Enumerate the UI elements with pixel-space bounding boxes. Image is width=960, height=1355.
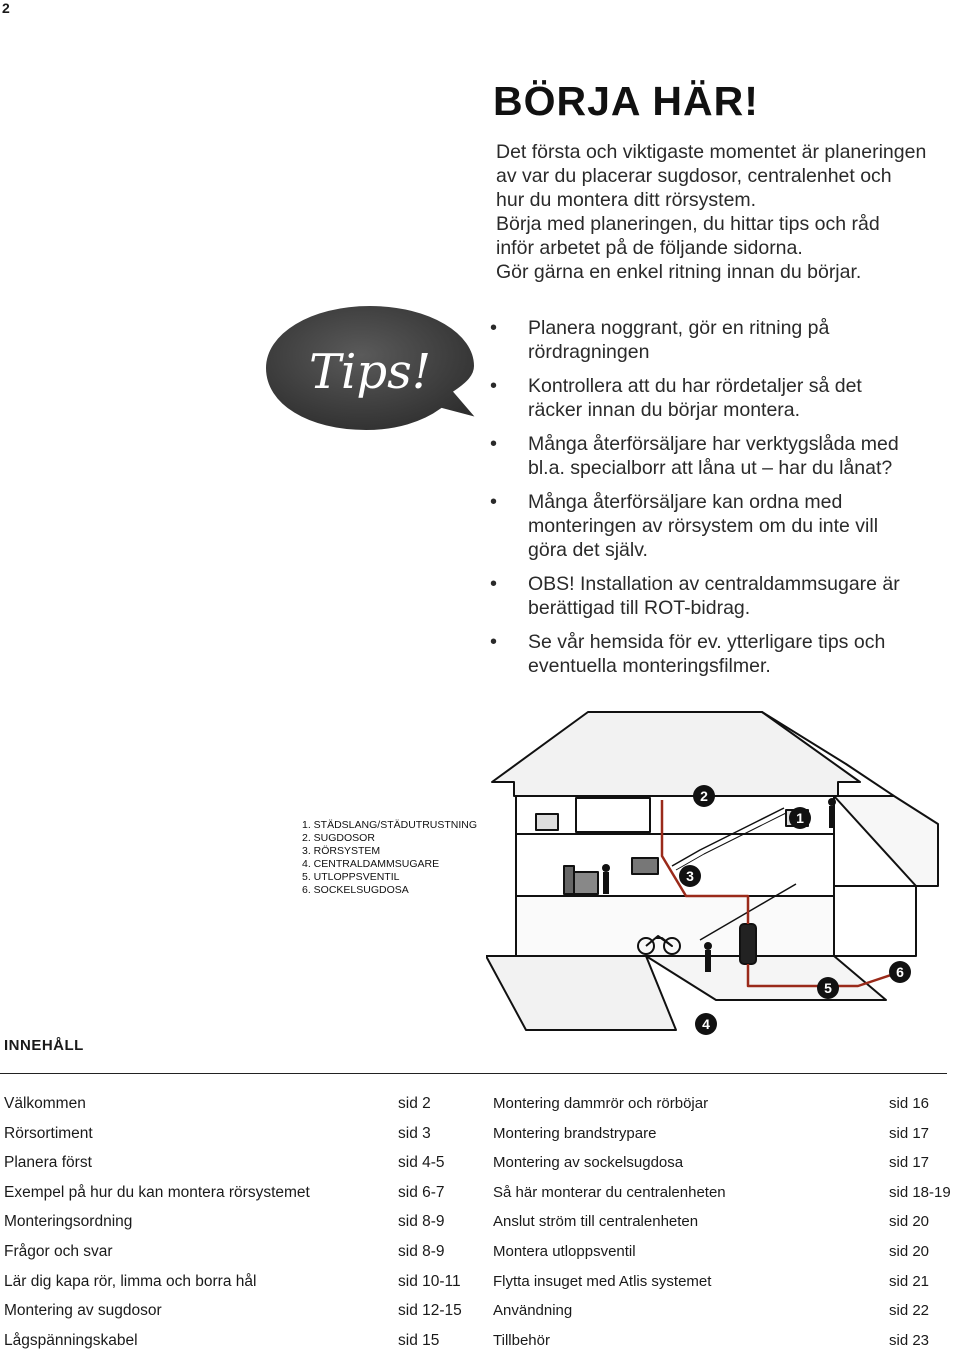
toc-entry[interactable] <box>4 1148 450 1178</box>
marker-5: 5 <box>824 980 832 996</box>
toc-label: Montering dammrör och rörböjar <box>493 1095 709 1112</box>
toc-label: Exempel på hur du kan montera rörsystemet <box>4 1183 310 1201</box>
marker-3: 3 <box>686 868 694 884</box>
toc-page: sid 6-7 <box>398 1183 445 1201</box>
toc-page: sid 21 <box>889 1272 930 1290</box>
toc-left-column <box>4 1089 462 1355</box>
tip-line: OBS! Installation av centraldammsugare är <box>528 573 900 595</box>
toc-label: Välkommen <box>4 1095 86 1112</box>
tip-line: berättigad till ROT-bidrag. <box>528 597 751 619</box>
toc-entry[interactable] <box>493 1207 958 1237</box>
toc-label: Planera först <box>4 1154 92 1172</box>
toc-entry[interactable] <box>493 1237 958 1267</box>
toc-label: Montera utloppsventil <box>493 1242 636 1260</box>
toc-page: sid 12-15 <box>398 1302 462 1320</box>
toc-entry[interactable] <box>4 1089 450 1119</box>
toc-page: sid 20 <box>889 1242 930 1260</box>
list-item <box>490 374 958 422</box>
toc-page: sid 18-19 <box>889 1183 951 1201</box>
toc-entry[interactable] <box>493 1326 958 1355</box>
toc-page: sid 2 <box>398 1095 431 1112</box>
toc-label: Användning <box>493 1302 573 1320</box>
toc-label: Flytta insuget med Atlis systemet <box>493 1272 712 1290</box>
toc-label: Anslut ström till centralenheten <box>493 1213 699 1231</box>
toc-heading: INNEHÅLL <box>4 1037 84 1054</box>
toc-entry[interactable] <box>493 1296 958 1326</box>
intro-line: inför arbetet på de följande sidorna. <box>496 237 803 259</box>
toc-entry[interactable] <box>4 1237 450 1267</box>
intro-line: hur du montera ditt rörsystem. <box>496 189 757 211</box>
intro-line: av var du placerar sugdosor, centralenhet och <box>496 165 892 187</box>
list-item <box>490 572 958 620</box>
legend-item: 3. RÖRSYSTEM <box>302 845 381 857</box>
toc-page: sid 17 <box>889 1154 930 1172</box>
speech-bubble-icon <box>258 296 483 441</box>
toc-page: sid 3 <box>398 1124 431 1142</box>
toc-label: Montering brandstrypare <box>493 1124 657 1142</box>
list-item <box>490 432 958 480</box>
toc-label: Rörsortiment <box>4 1124 93 1142</box>
tip-line: Se vår hemsida för ev. ytterligare tips och <box>528 631 886 653</box>
toc-entry[interactable] <box>493 1148 958 1178</box>
intro-line: Det första och viktigaste momentet är planeringen <box>496 141 927 163</box>
toc-entry[interactable] <box>4 1207 450 1237</box>
legend-item: 4. CENTRALDAMMSUGARE <box>302 858 440 870</box>
toc-entry[interactable] <box>493 1119 958 1149</box>
toc-label: Så här monterar du centralenheten <box>493 1183 726 1201</box>
toc-page: sid 8-9 <box>398 1213 445 1231</box>
toc-label: Lågspänningskabel <box>4 1331 138 1349</box>
tip-line: monteringen av rörsystem om du inte vill <box>528 515 879 537</box>
toc-entry[interactable] <box>493 1178 958 1208</box>
toc-label: Monteringsordning <box>4 1213 133 1231</box>
toc-page: sid 20 <box>889 1213 930 1231</box>
intro-text <box>496 140 958 284</box>
toc-page: sid 16 <box>889 1095 930 1112</box>
toc-divider <box>0 1073 947 1074</box>
marker-2: 2 <box>700 788 708 804</box>
toc-right-column <box>493 1089 958 1355</box>
house-illustration <box>486 700 956 1045</box>
toc-entry[interactable] <box>493 1089 958 1119</box>
toc-label: Frågor och svar <box>4 1242 113 1260</box>
tip-line: eventuella monteringsfilmer. <box>528 655 771 677</box>
list-item <box>490 316 958 364</box>
toc-page: sid 8-9 <box>398 1242 445 1260</box>
tip-line: göra det själv. <box>528 539 648 561</box>
toc-page: sid 10-11 <box>398 1272 461 1290</box>
tip-line: räcker innan du börjar montera. <box>528 399 801 421</box>
legend-item: 6. SOCKELSUGDOSA <box>302 884 409 896</box>
toc-entry[interactable] <box>4 1326 450 1355</box>
toc-page: sid 17 <box>889 1124 930 1142</box>
page-number: 2 <box>2 0 10 16</box>
list-item <box>490 490 958 562</box>
marker-1: 1 <box>796 810 804 826</box>
tip-line: Kontrollera att du har rördetaljer så det <box>528 375 862 397</box>
legend-item: 2. SUGDOSOR <box>302 832 375 844</box>
tips-badge-text: Tips! <box>308 344 432 400</box>
toc-page: sid 4-5 <box>398 1154 445 1172</box>
toc-entry[interactable] <box>4 1296 462 1326</box>
tip-line: bl.a. specialborr att låna ut – har du lånat? <box>528 457 893 479</box>
legend-item: 5. UTLOPPSVENTIL <box>302 871 400 883</box>
toc-label: Lär dig kapa rör, limma och borra hål <box>4 1272 257 1290</box>
toc-label: Montering av sockelsugdosa <box>493 1154 684 1172</box>
toc-label: Montering av sugdosor <box>4 1302 162 1320</box>
legend-item: 1. STÄDSLANG/STÄDUTRUSTNING <box>302 819 478 831</box>
marker-4: 4 <box>702 1016 710 1032</box>
illustration-legend <box>302 819 477 897</box>
page-title: BÖRJA HÄR! <box>493 78 759 124</box>
marker-6: 6 <box>896 964 904 980</box>
toc-page: sid 15 <box>398 1331 440 1349</box>
toc-label: Tillbehör <box>493 1331 550 1349</box>
list-item <box>490 630 958 678</box>
tip-line: Många återförsäljare kan ordna med <box>528 491 843 513</box>
tips-list <box>490 316 958 688</box>
toc-page: sid 22 <box>889 1302 930 1320</box>
tip-line: rördragningen <box>528 341 650 363</box>
toc-entry[interactable] <box>4 1178 450 1208</box>
tip-line: Många återförsäljare har verktygslåda med <box>528 433 899 455</box>
toc-page: sid 23 <box>889 1331 930 1349</box>
toc-entry[interactable] <box>493 1267 958 1297</box>
toc-entry[interactable] <box>4 1119 450 1149</box>
toc-entry[interactable] <box>4 1267 461 1297</box>
intro-line: Börja med planeringen, du hittar tips och råd <box>496 213 880 235</box>
tip-line: Planera noggrant, gör en ritning på <box>528 317 830 339</box>
intro-line: Gör gärna en enkel ritning innan du börjar. <box>496 261 862 283</box>
